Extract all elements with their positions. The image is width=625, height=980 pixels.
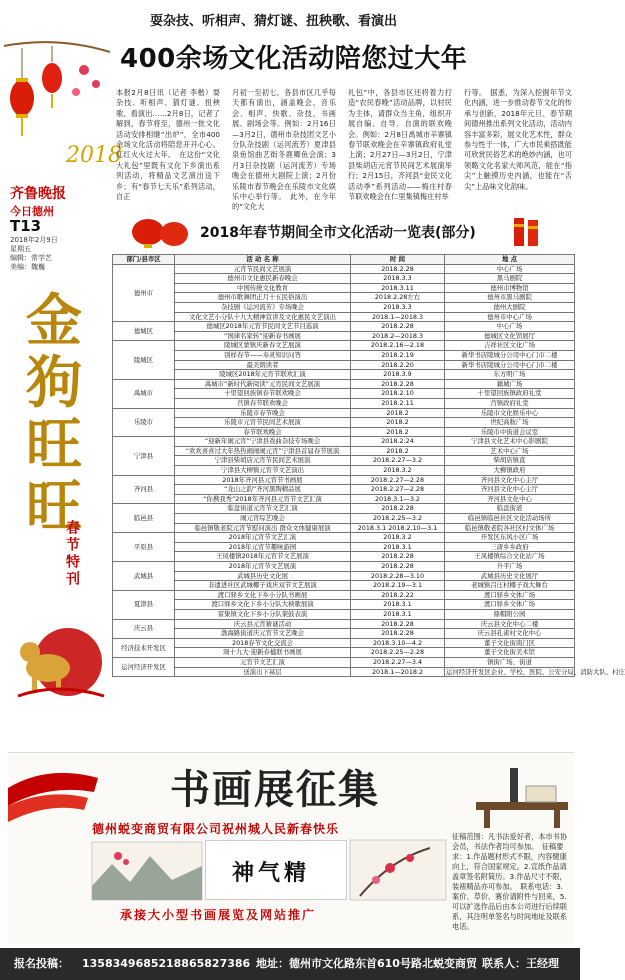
event-date-cell: 2018.2.28 <box>351 264 445 274</box>
department-cell: 德州市 <box>113 264 175 322</box>
event-venue-cell: 德州大剧院 <box>445 302 575 312</box>
table-row <box>113 514 575 524</box>
event-venue-cell: 武城县历史文化展厅 <box>445 571 575 581</box>
department-cell: 宁津县 <box>113 437 175 475</box>
table-row <box>113 552 575 562</box>
event-name-cell: 2018年元宵节文艺汇演 <box>175 533 351 543</box>
event-name-cell: 元宵节民间文艺展演 <box>175 264 351 274</box>
calligraphy-title: 书画展征集 <box>170 766 380 813</box>
event-venue-cell: 老城镇吕庄村椰子戏大舞台 <box>445 581 575 591</box>
table-row <box>113 437 575 447</box>
event-venue-cell: 王凤楼镇综合文化站广场 <box>445 552 575 562</box>
event-venue-cell: 新华书店陵城分公司中心门市二楼 <box>445 360 575 370</box>
events-table <box>112 254 625 677</box>
event-date-cell: 2018.2.24 <box>351 437 445 447</box>
event-venue-cell: 董子文化街南门区 <box>445 638 575 648</box>
table-row <box>113 370 575 380</box>
department-cell: 德城区 <box>113 322 175 341</box>
table-row <box>113 600 575 610</box>
event-venue-cell: 吉祥社区文化广场 <box>445 341 575 351</box>
event-date-cell: 2018.2—2018.3 <box>351 331 445 341</box>
event-venue-cell: 镇街广场、街道 <box>445 657 575 667</box>
event-name-cell: “龙山之韵”齐河黑陶精品展 <box>175 485 351 495</box>
event-name-cell: 送演出下基层 <box>175 667 351 677</box>
event-venue-cell: 渡口驿乡文体广场 <box>445 600 575 610</box>
event-date-cell: 2018.3.1 <box>351 600 445 610</box>
column-header: 地 点 <box>445 255 575 265</box>
event-date-cell: 2018.2.10 <box>351 389 445 399</box>
event-date-cell: 2018.3.11 <box>351 283 445 293</box>
event-date-cell: 2018.3.1 <box>351 542 445 552</box>
phone-number[interactable]: 13583496852 <box>82 957 167 970</box>
event-name-cell: 最美朗读者 <box>175 360 351 370</box>
event-venue-cell: 升平广场 <box>445 562 575 572</box>
event-venue-cell: 十里望回族镇政府礼堂 <box>445 389 575 399</box>
event-venue-cell: 运河经济开发区企业、学校、医院、公安分局、消防大队、村庄 <box>446 667 625 676</box>
issue-weekday: 星期五 <box>10 245 31 253</box>
event-venue-cell: 乐陵市中街道会议室 <box>445 427 575 437</box>
event-date-cell: 2018.3.3 <box>351 274 445 284</box>
table-row <box>113 648 575 658</box>
phone-number[interactable]: 18865827386 <box>166 957 251 970</box>
table-row <box>113 571 575 581</box>
department-cell: 夏津县 <box>113 590 175 619</box>
event-name-cell: 庆云县元宵猜谜活动 <box>175 619 351 629</box>
event-name-cell: 渡口驿乡文化下乡小分队书画展 <box>175 590 351 600</box>
event-venue-cell: 新华书店陵城分公司中心门市二楼 <box>445 350 575 360</box>
table-row <box>113 283 575 293</box>
table-row <box>113 331 575 341</box>
submission-notice: 征稿范围：凡书法爱好者，本市书协会员，书法作者均可参加。 征稿要求：1.作品题材形式不限，内容健康向上，符合国家规定。2.宣纸作品请盖章签名附简历。3.作品尺寸不限，装裱精品亦可参加。 联系电话：3.案价、草价、赛价请附件与回来，5.可以扩选作品后由本公司进行后续联系，其注明单签名与时间地址及联系电话。 <box>452 832 568 931</box>
flower-painting-icon <box>350 840 446 900</box>
event-name-cell: 2018年齐河县元宵节书画展 <box>175 475 351 485</box>
department-cell: 平原县 <box>113 533 175 562</box>
event-venue-cell: 三唐乡乡政府 <box>445 542 575 552</box>
design-credit: 美编：魏巍 <box>10 263 45 271</box>
event-date-cell: 2018.2.28 <box>351 619 445 629</box>
table-row <box>113 619 575 629</box>
department-cell: 禹城市 <box>113 379 175 408</box>
event-date-cell: 2018.2.28左右 <box>351 293 445 303</box>
event-date-cell: 2018.2 <box>351 446 445 456</box>
event-name-cell: 元宵节文艺汇演 <box>175 657 351 667</box>
event-name-cell: 德城区2018年元宵节民间文艺节目巡演 <box>175 322 351 332</box>
event-date-cell: 2018.3.1 2018.2.10—3.1 <box>351 523 445 533</box>
event-venue-cell: 庆云县文化中心二楼 <box>445 619 575 629</box>
table-row <box>113 312 575 322</box>
event-venue-cell: 中心广场 <box>445 322 575 332</box>
article-column-3: 礼包”中，各县市区还将着力打造“农民春晚”活动品牌，以村民为主体，请群众当主角，组织开展自编、自导、自演的联欢晚会。例如：2月8日禹城市辛寨镇春节联欢晚会在辛寨镇政府礼堂上演；2月27日—3月2日，宁津县柴胡店元宵节民间艺术展演举行；2月15日，齐河县“金民文化活动季”系列活动——梅庄村春节联欢晚会在仁里集镇梅庄村举 <box>348 88 452 202</box>
event-date-cell: 2018.2 <box>351 427 445 437</box>
table-row <box>113 302 575 312</box>
table-row <box>113 360 575 370</box>
event-name-cell: 德州市文化惠民新春晚会 <box>175 274 351 284</box>
event-venue-cell: 德城区文化馆展厅 <box>445 331 575 341</box>
event-name-cell: 颂十九大·迎新春楹联书画展 <box>175 648 351 658</box>
column-header: 活 动 名 称 <box>175 255 351 265</box>
table-row <box>113 264 575 274</box>
event-date-cell: 2018.2.28—3.10 <box>351 571 445 581</box>
event-date-cell: 2018.2.19—3.1 <box>351 581 445 591</box>
event-venue-cell: 中心广场 <box>445 264 575 274</box>
column-header: 时 间 <box>351 255 445 265</box>
gold-char-1: 金 <box>26 288 82 354</box>
event-venue-cell: 莒镇政府礼堂 <box>445 398 575 408</box>
table-row <box>113 389 575 399</box>
event-date-cell: 2018.3.2 <box>351 466 445 476</box>
article-column-4: 行等。 据悉，为深入挖掘年节文化内涵，进一步推动春节文化的传承与创新，2018年元旦、春节期间德州推出系列文化活动，活动内容丰富多彩，展文化艺术性，群众参与性于一体，广大市民乘搭既能可欣赏民俗艺术的绝妙内涵，也可领略文化名家大师风范，能在“指尖”上触摸历史内涵，也能在“舌尖”上品味文化韵味。 <box>464 88 572 191</box>
gold-char-2: 狗 <box>26 350 82 416</box>
event-date-cell: 2018.1—2018.2 <box>351 667 445 677</box>
department-cell: 经济技术开发区 <box>113 638 175 657</box>
event-name-cell: 春节联欢晚会 <box>175 427 351 437</box>
headline-kicker: 耍杂技、听相声、猜灯谜、扭秧歌、看演出 <box>150 14 398 29</box>
event-venue-cell: 德州市中心广场 <box>445 312 575 322</box>
table-row <box>113 494 575 504</box>
event-date-cell: 2018.3.1—3.2 <box>351 494 445 504</box>
event-date-cell: 2018.2.19 <box>351 350 445 360</box>
red-ribbon-icon <box>8 758 98 838</box>
department-cell: 运河经济开发区 <box>113 657 175 676</box>
event-venue-cell: 宁津县文化艺术中心影剧院 <box>445 437 575 447</box>
article-column-1: 本报2月8日讯（记者 李楷）耍杂技、听相声、猜灯谜、扭秧歌、看演出……2月8日，记者了解到，春节将至，德州一批文化活动安排相继“出炉”，全市400余场文化活动将陪您开开心心、红红火火过大年。 在这份“文化大礼包”里既有文化下乡演出系列活动，将精品文艺演出送下乡；有“春节七天乐”系列活动，自正 <box>116 88 220 202</box>
event-date-cell: 2018.2.28 <box>351 504 445 514</box>
event-venue-cell: 齐河县文化中心 <box>445 494 575 504</box>
events-table-body <box>113 264 625 677</box>
table-row <box>113 418 575 428</box>
lantern-icon <box>42 46 62 108</box>
event-name-cell: 中国传统文化教育 <box>175 283 351 293</box>
footer-address: 地址：德州市文化路东首610号路北蜕变商贸 <box>256 957 477 970</box>
event-date-cell: 2018.2.22 <box>351 590 445 600</box>
event-venue-cell: 临盘街道 <box>445 504 575 514</box>
table-row <box>113 341 575 351</box>
table-row <box>113 274 575 284</box>
event-venue-cell: 黑马剧院 <box>445 274 575 284</box>
gold-char-3: 旺 <box>26 412 82 478</box>
event-venue-cell: 大柳镇政府 <box>445 466 575 476</box>
special-issue-label: 春节特刊 <box>64 520 80 588</box>
event-venue-cell: 籍城广场 <box>445 379 575 389</box>
table-title: 2018年春节期间全市文化活动一览表(部分) <box>200 225 476 241</box>
department-cell: 庆云县 <box>113 619 175 638</box>
event-venue-cell: 庆云县孔雀村文化中心 <box>445 629 575 639</box>
table-row <box>113 456 575 466</box>
issue-date: 2018年2月9日 <box>10 236 58 244</box>
department-cell: 齐河县 <box>113 475 175 504</box>
event-name-cell: 武城县历史文化展 <box>175 571 351 581</box>
event-name-cell: 莒镇春节联欢晚会 <box>175 398 351 408</box>
event-name-cell: “国律名家转”迎新春书画展 <box>175 331 351 341</box>
event-date-cell: 2018.2.28 <box>351 322 445 332</box>
event-venue-cell: 鼎帽阳公园 <box>445 609 575 619</box>
edition-name: 今日德州 <box>10 205 54 218</box>
table-row <box>113 350 575 360</box>
table-row <box>113 293 575 303</box>
event-date-cell: 2018.2.20 <box>351 360 445 370</box>
event-name-cell: 2018春节文化交流会 <box>175 638 351 648</box>
event-venue-cell: 开发区东风小区广场 <box>445 533 575 543</box>
event-name-cell: 十里望回族镇春节联欢晚会 <box>175 389 351 399</box>
footer-contact: 联系人：王经理 <box>482 957 559 970</box>
table-row <box>113 533 575 543</box>
page-number: T13 <box>10 217 42 235</box>
event-date-cell: 2018.2.11 <box>351 398 445 408</box>
table-row <box>113 657 575 667</box>
newspaper-brand: 齐鲁晚报 <box>10 186 66 202</box>
footer-label: 报名投稿： <box>14 957 69 970</box>
table-row <box>113 485 575 495</box>
event-name-cell: 乐陵市春节晚会 <box>175 408 351 418</box>
event-name-cell: “欢欢喜喜过大年热热闹闹闹元宵”宁津县首届春节展演 <box>175 446 351 456</box>
department-cell: 陵城区 <box>113 341 175 379</box>
event-date-cell: 2018.2.25—2.28 <box>351 648 445 658</box>
event-date-cell: 2018.2.28 <box>351 379 445 389</box>
red-lantern-icon <box>128 208 194 252</box>
table-row <box>113 523 575 533</box>
event-name-cell: 陵城区蒙镇庆新春文艺展演 <box>175 341 351 351</box>
event-venue-cell: 柴胡店镇直 <box>445 456 575 466</box>
event-venue-cell: 临邑镇敬老院各社区村文体广场 <box>445 523 575 533</box>
table-row <box>113 638 575 648</box>
event-name-cell: 宁津县大柳镇元宵节文艺演出 <box>175 466 351 476</box>
event-date-cell: 2018.3.2 <box>351 533 445 543</box>
event-venue-cell: 东方明广场 <box>445 370 575 380</box>
event-name-cell: 2018年元宵节文艺展演 <box>175 562 351 572</box>
table-row <box>113 667 575 677</box>
department-cell: 乐陵市 <box>113 408 175 437</box>
event-name-cell: 2018年元宵节趣味游园 <box>175 542 351 552</box>
event-date-cell: 2018.2.27—3.4 <box>351 657 445 667</box>
table-row <box>113 446 575 456</box>
company-greeting: 德州蜕变商贸有限公司祝州城人民新春快乐 <box>92 822 340 836</box>
event-venue-cell: 乐陵市文化娱乐中心 <box>445 408 575 418</box>
event-name-cell: “迎新年闹元宵”宁津县戏曲杂技专场晚会 <box>175 437 351 447</box>
lantern-decoration <box>4 40 122 180</box>
event-name-cell: 临盘街道元宵节文艺汇演 <box>175 504 351 514</box>
table-row <box>113 322 575 332</box>
article-column-2: 月初一至初七，各县市区几乎每天都有演出，涵盖晚会、音乐会、相声、快歌、杂技、书画展、剧场会等。例如：2月16日—3月2日，德州市杂技团文艺小分队杂技剧（运河流芳）夏津县泉鱼馆曲艺街冬鹿卿鱼会演；3月3日杂技剧（运河流芳）专场晚会在德州大剧院上演；2月份乐陵市春节晚会在乐陵市文化娱乐中心举行等。 此外，在今年的“文化大 <box>232 88 336 212</box>
plum-blossom-icon <box>72 65 100 96</box>
table-row <box>113 466 575 476</box>
event-name-cell: 雷集镇文化下乡小分队架鼓表演 <box>175 609 351 619</box>
landscape-painting-icon <box>92 842 202 900</box>
event-name-cell: 王凤楼镇2018年元宵节文艺展演 <box>175 552 351 562</box>
event-name-cell: 别样春节——寿灵知识问答 <box>175 350 351 360</box>
department-cell: 临邑县 <box>113 504 175 533</box>
footer-bar <box>0 948 580 980</box>
event-venue-cell: 渡口驿乡文体广场 <box>445 590 575 600</box>
editor-credit: 编辑：常学艺 <box>10 254 52 262</box>
event-date-cell: 2018.2.16—2.18 <box>351 341 445 351</box>
table-row <box>113 398 575 408</box>
event-venue-cell: 德州市博物馆 <box>445 283 575 293</box>
table-row <box>113 475 575 485</box>
event-date-cell: 2018.2.28 <box>351 629 445 639</box>
ad-slogan: 承接大小型书画展览及网站推广 <box>120 908 317 922</box>
event-name-cell: 禹城市“新时代新阅读”元宵民间文艺展演 <box>175 379 351 389</box>
event-name-cell: 临邑镇敬老院元宵节慰问演出 群众文体健康展演 <box>175 523 351 533</box>
event-name-cell: 闹元宵综艺晚会 <box>175 514 351 524</box>
table-row <box>113 590 575 600</box>
event-date-cell: 2018.3.9 <box>351 370 445 380</box>
event-date-cell: 2018.3.1 <box>351 609 445 619</box>
table-row <box>113 542 575 552</box>
scroll-text: 神气精 <box>232 860 311 886</box>
svg-text:2018: 2018 <box>66 143 122 168</box>
event-date-cell: 2018.2.28 <box>351 552 445 562</box>
writing-desk-icon <box>470 758 574 830</box>
event-venue-cell: 临邑镇临邑社区文化活动场所 <box>445 514 575 524</box>
table-row <box>113 629 575 639</box>
firecracker-icon <box>506 210 548 252</box>
dog-figure-icon <box>8 612 108 702</box>
event-name-cell: 德州市歌舞团正月十五民俗演出 <box>175 293 351 303</box>
event-date-cell: 2018.3.10—4.2 <box>351 638 445 648</box>
event-date-cell: 2018.2 <box>351 418 445 428</box>
table-header-row <box>113 255 575 265</box>
event-date-cell: 2018.2.25—3.2 <box>351 514 445 524</box>
table-row <box>113 427 575 437</box>
page-headline: 400余场文化活动陪您过大年 <box>120 44 468 74</box>
table-row <box>113 581 575 591</box>
event-date-cell: 2018.3.3 <box>351 302 445 312</box>
table-row <box>113 609 575 619</box>
event-name-cell: 渤海路街道庆元宵节文艺晚会 <box>175 629 351 639</box>
event-name-cell: 非遗进社区武城椰子戏庆双节文艺展演 <box>175 581 351 591</box>
event-name-cell: 文化文艺小分队十九大精神宣讲及文化惠民文艺演出 <box>175 312 351 322</box>
event-name-cell: 渡口驿乡文化下乡小分队大秧歌展演 <box>175 600 351 610</box>
event-date-cell: 2018.2.27—2.28 <box>351 485 445 495</box>
table-row <box>113 562 575 572</box>
event-date-cell: 2018.2.27—2.28 <box>351 475 445 485</box>
event-date-cell: 2018.2 <box>351 408 445 418</box>
event-name-cell: 乐陵市元宵节民间艺术展演 <box>175 418 351 428</box>
table-row <box>113 408 575 418</box>
event-venue-cell: 世纪高航广场 <box>445 418 575 428</box>
event-venue-cell: 董子文化街美术馆 <box>445 648 575 658</box>
lantern-icon <box>10 48 34 136</box>
event-venue-cell: 艺术中心广场 <box>445 446 575 456</box>
event-venue-cell: 德州市黑马剧院 <box>445 293 575 303</box>
event-date-cell: 2018.2.28 <box>351 562 445 572</box>
column-header: 部门/县市区 <box>113 255 175 265</box>
event-name-cell: “你携我秀”2018年齐河县元宵节文艺汇演 <box>175 494 351 504</box>
event-name-cell: 陵城区2018年元宵节联欢汇演 <box>175 370 351 380</box>
event-venue-cell: 齐河县文化中心主厅 <box>445 485 575 495</box>
event-venue-cell: 齐河县文化中心主厅 <box>445 475 575 485</box>
event-name-cell: 宁津县柴胡店元宵节民间艺术展演 <box>175 456 351 466</box>
event-date-cell: 2018.1—2018.3 <box>351 312 445 322</box>
event-date-cell: 2018.2.27—3.2 <box>351 456 445 466</box>
gold-char-4: 旺 <box>26 474 82 540</box>
department-cell: 武城县 <box>113 562 175 591</box>
event-name-cell: 杂技剧《运河流芳》专场晚会 <box>175 302 351 312</box>
table-row <box>113 504 575 514</box>
table-row <box>113 379 575 389</box>
